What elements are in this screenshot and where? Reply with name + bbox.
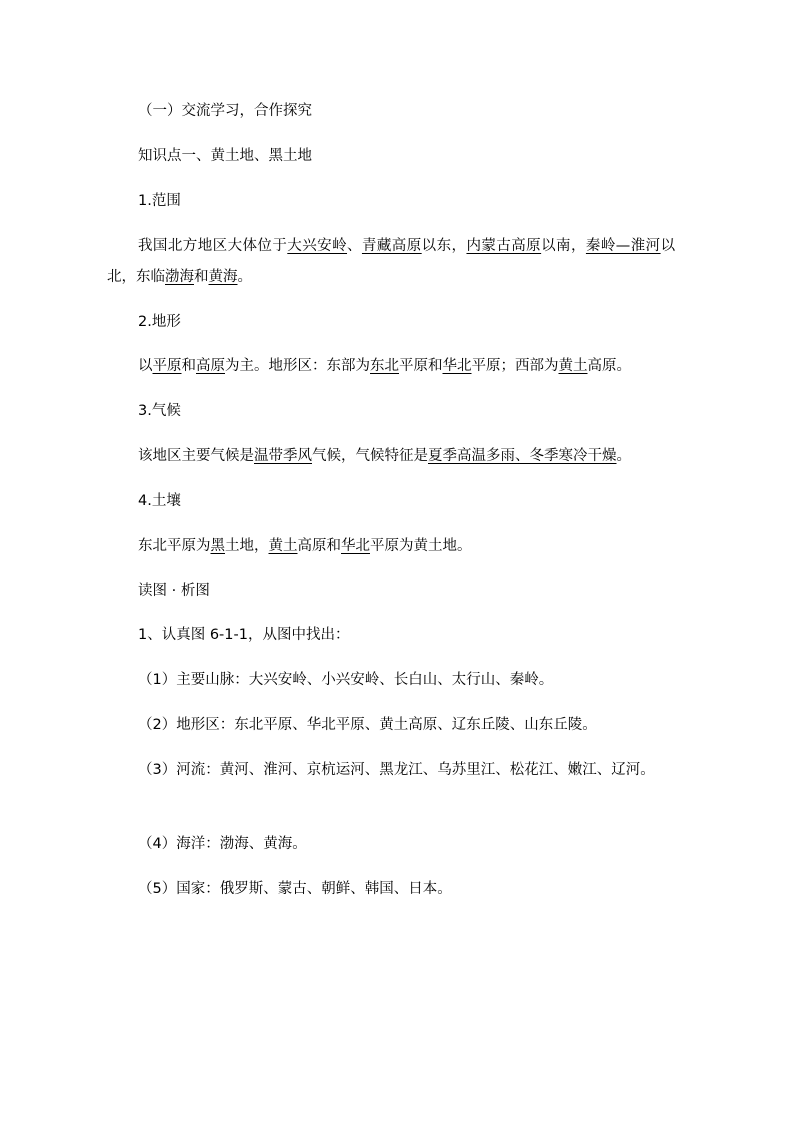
range-text-1: 我国北方地区大体位于 [138, 238, 288, 254]
list-item-mountains: （1）主要山脉：大兴安岭、小兴安岭、长白山、太行山、秦岭。 [138, 672, 554, 688]
range-text-2: 、 [347, 238, 362, 254]
list-item-rivers: （3）河流：黄河、淮河、京杭运河、黑龙江、乌苏里江、松花江、嫩江、辽河。 [138, 762, 655, 778]
list-item-countries: （5）国家：俄罗斯、蒙古、朝鲜、韩国、日本。 [138, 881, 452, 897]
range-text-6: 和 [194, 269, 209, 285]
climate-answer-1: 温带季风 [254, 448, 312, 464]
terrain-text-2: 和 [181, 358, 196, 374]
range-answer-1: 大兴安岭 [287, 238, 348, 254]
climate-text-1: 该地区主要气候是 [138, 448, 254, 464]
climate-paragraph [107, 441, 675, 472]
terrain-text-1: 以 [138, 358, 153, 374]
knowledge-point-title: 知识点一、黄土地、黑土地 [138, 148, 312, 164]
task-intro: 1、认真图 6-1-1，从图中找出： [138, 627, 350, 643]
range-answer-5: 渤海 [165, 269, 194, 285]
terrain-text-5: 平原；西部为 [471, 358, 559, 374]
terrain-heading: 2.地形 [138, 314, 181, 330]
range-heading: 1.范围 [138, 193, 181, 209]
terrain-paragraph [107, 351, 675, 382]
range-answer-4: 秦岭—淮河 [585, 238, 661, 254]
range-text-3: 以东， [421, 238, 467, 254]
list-item-landforms: （2）地形区：东北平原、华北平原、黄土高原、辽东丘陵、山东丘陵。 [138, 717, 597, 733]
list-item-seas: （4）海洋：渤海、黄海。 [138, 836, 307, 852]
terrain-answer-5: 黄土 [558, 358, 588, 374]
soil-heading: 4.土壤 [138, 493, 181, 509]
climate-heading: 3.气候 [138, 403, 181, 419]
terrain-answer-2: 高原 [196, 358, 225, 374]
range-answer-2: 青藏高原 [361, 238, 422, 254]
soil-text-2: 土地， [225, 538, 269, 554]
climate-text-2: 气候，气候特征是 [312, 448, 428, 464]
range-paragraph [107, 231, 675, 293]
terrain-text-4: 平原和 [399, 358, 443, 374]
terrain-text-3: 为主。地形区：东部为 [225, 358, 370, 374]
range-text-5: 以北，东临 [107, 238, 676, 285]
soil-text-1: 东北平原为 [138, 538, 211, 554]
terrain-answer-1: 平原 [152, 358, 182, 374]
range-answer-6: 黄海 [208, 269, 238, 285]
section-title: （一）交流学习，合作探究 [138, 103, 312, 119]
terrain-text-6: 高原。 [587, 358, 631, 374]
terrain-answer-3: 东北 [370, 358, 399, 374]
read-map-title: 读图 · 析图 [138, 583, 210, 599]
soil-answer-1: 黑 [210, 538, 225, 554]
soil-answer-3: 华北 [341, 538, 370, 554]
soil-answer-2: 黄土 [268, 538, 298, 554]
range-text-4: 以南， [541, 238, 586, 254]
terrain-answer-4: 华北 [442, 358, 472, 374]
soil-text-3: 高原和 [297, 538, 341, 554]
climate-answer-2: 夏季高温多雨、冬季寒冷干燥 [428, 448, 617, 464]
range-answer-3: 内蒙古高原 [466, 238, 542, 254]
soil-text-4: 平原为黄土地。 [370, 538, 472, 554]
range-text-7: 。 [237, 269, 252, 285]
soil-paragraph [107, 531, 675, 562]
climate-text-3: 。 [616, 448, 631, 464]
